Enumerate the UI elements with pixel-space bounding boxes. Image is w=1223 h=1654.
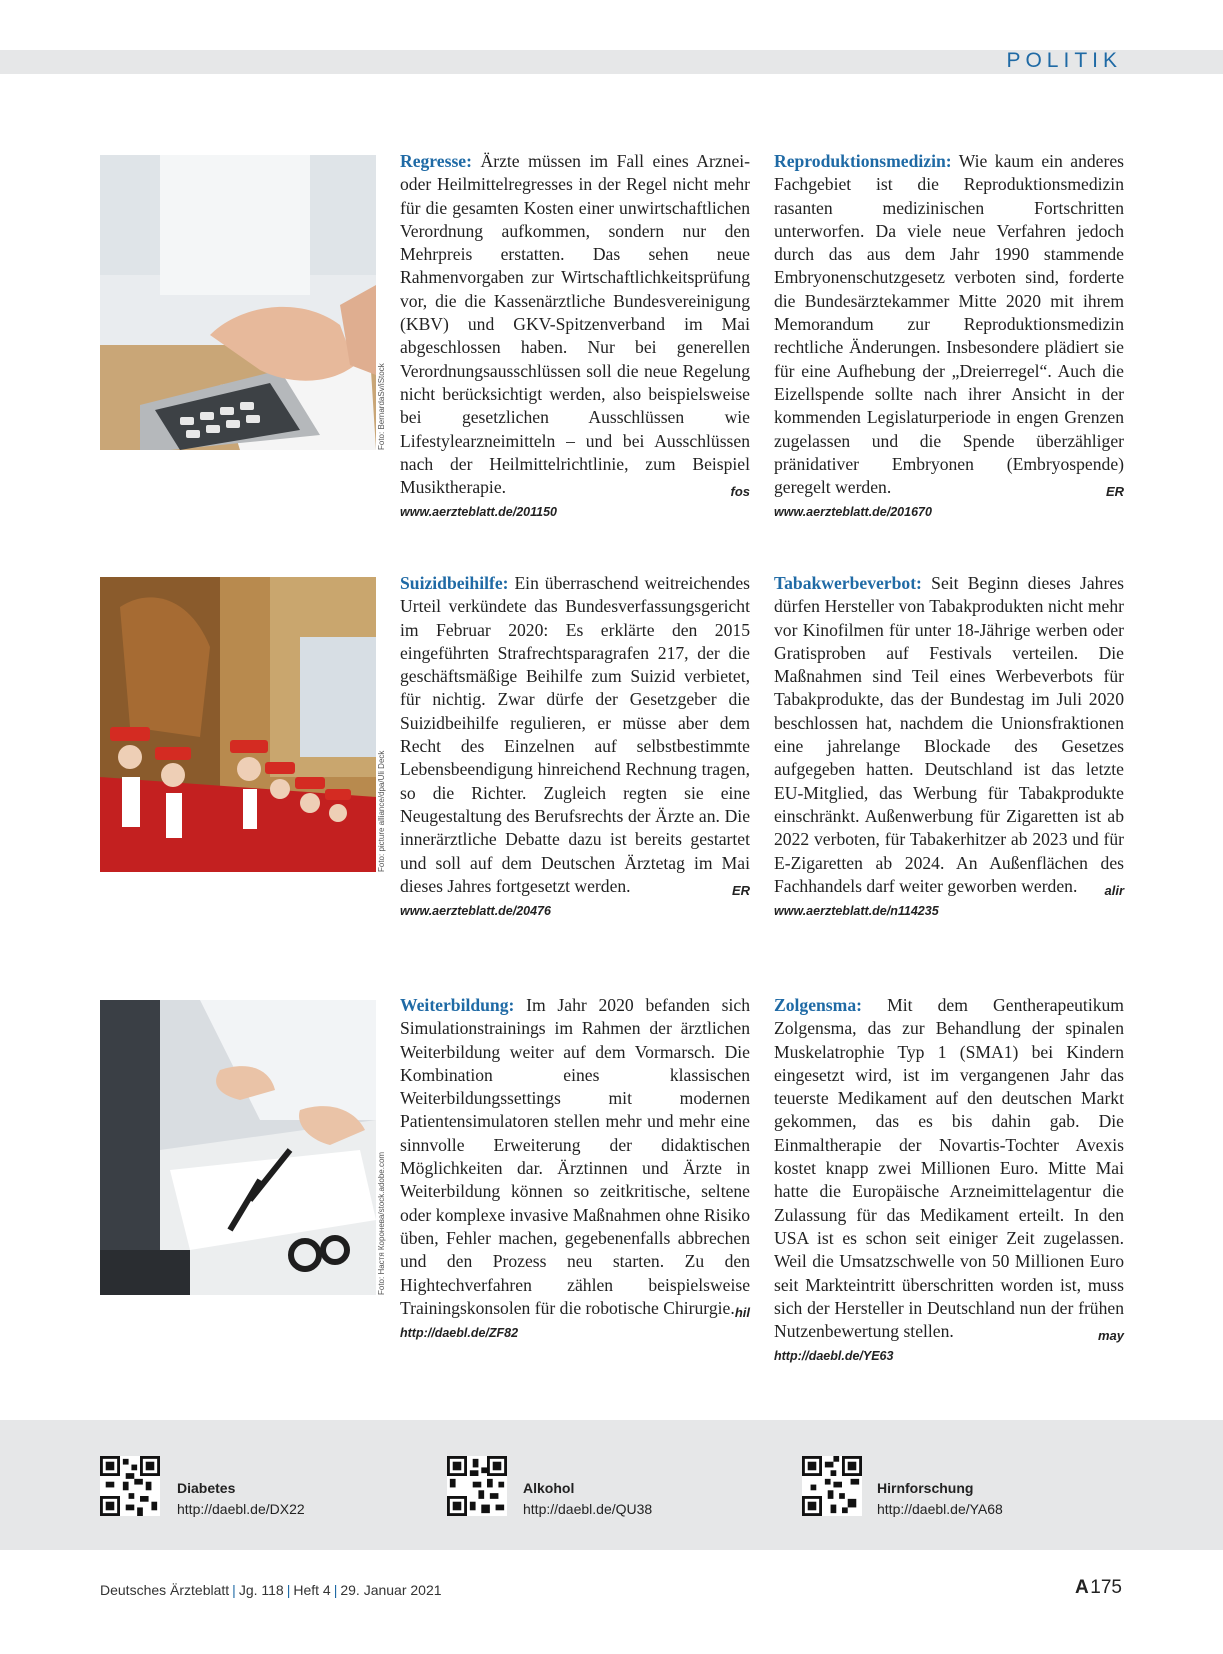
article-link[interactable]: www.aerzteblatt.de/n114235 <box>774 904 939 919</box>
qr-label-alkohol[interactable] <box>523 1478 652 1520</box>
qr-title: Alkohol <box>523 1480 575 1496</box>
article-suizidbeihilfe <box>400 572 750 920</box>
journal-volume: Jg. 118 <box>238 1582 284 1598</box>
article-body: Seit Beginn dieses Jahres dürfen Hersteller von Tabakprodukten nicht mehr vor Kinofilmen für unter 18-Jährige werben oder Gratisproben auf Festivals verteilen. Die Maßnahmen sind Teil eines Werbeverbots für Tabakprodukte, das der Bundestag im Juli 2020 beschlossen hat, nachdem die Unionsfraktionen eine jahrelange Blockade des Gesetzes aufgegeben hatten. Deutschland ist das letzte EU-Mitglied, das Werbung für Tabakprodukte einschränkt. Außenwerbung für Zigaretten ist ab 2022 verboten, für Tabakerhitzer ab 2023 und für E-Zigaretten ab 2024. An Außenflächen des Fachhandels darf weiter geworben werden. <box>774 573 1124 896</box>
article-heading: Weiterbildung: <box>400 995 515 1015</box>
article-weiterbildung <box>400 994 750 1342</box>
photo-credit: Foto: Настя Коронева/stock.adobe.com <box>377 1151 386 1295</box>
photo-simulator <box>100 1000 376 1295</box>
qr-label-hirnforschung[interactable] <box>877 1478 1003 1520</box>
page-footer: Deutsches Ärzteblatt | Jg. 118 | Heft 4 | 29. Januar 2021 <box>100 1582 442 1598</box>
article-heading: Reproduktionsmedizin: <box>774 151 952 171</box>
article-body: Im Jahr 2020 befanden sich Simulationstrainings im Rahmen der ärztlichen Weiterbildung weiter auf dem Vormarsch. Die Kombination eines klassischen Weiterbildungssettings mit modernen Patientensimulatoren stellen mehr und mehr eine sinnvolle Erweiterung der didaktischen Möglichkeiten dar. Ärztinnen und Ärzte in Weiterbildung können so zeitkritische, seltene oder komplexe invasive Maßnahmen ohne Risiko üben, Fehler machen, gegebenenfalls abbrechen und den Prozess neu starten. Zu den Hightechverfahren zählen beispielsweise Trainingskonsolen für die robotische Chirurgie. <box>400 995 751 1318</box>
article-author: ER <box>731 882 750 898</box>
article-author: ER <box>1105 484 1124 500</box>
page-prefix: A <box>1074 1577 1089 1598</box>
article-body: Mit dem Gentherapeutikum Zolgensma, das zur Behandlung der spinalen Muskelatrophie Typ 1 (SMA1) bei Kindern eingesetzt wird, ist im vergangenen Jahr das teuerste Medikament auf den deutschen Markt gekommen, das es bis dahin gab. Die Einmaltherapie der Novartis-Tochter Avexis kostet knapp zwei Millionen Euro. Mitte Mai hatte die Europäische Arzneimittelagentur die Zulassung für das Medikament erteilt. In den USA ist es schon seit einiger Zeit zugelassen. Weil die Umsatzschwelle von 50 Millionen Euro seit Markteintritt überschritten worden ist, muss sich der Hersteller in Deutschland nun der frühen Nutzenbewertung stellen. <box>774 995 1124 1342</box>
article-body: Ärzte müssen im Fall eines Arznei- oder Heilmittelregresses in der Regel nicht mehr für die gesamten Kosten einer unwirtschaftlichen Verordnung aufkommen, sondern nur den Mehrpreis erstatten. Das sehen neue Rahmenvorgaben zur Wirtschaftlichkeitsprüfung vor, die die Kassenärztliche Bundesvereinigung (KBV) und GKV-Spitzenverband im Mai abgeschlossen haben. Nur bei generellen Verordnungsausschlüssen soll die neue Regelung nicht berücksichtigt werden, also beispielsweise bei gesetzlichen Ausschlüssen wie Lifestylearzneimitteln – und bei Ausschlüssen nach der Heilmittelrichtlinie, zum Beispiel Musiktherapie. <box>400 151 750 498</box>
qr-url[interactable]: http://daebl.de/QU38 <box>523 1501 653 1517</box>
article-heading: Tabakwerbeverbot: <box>774 573 922 593</box>
article-author: fos <box>730 484 750 500</box>
article-body: Wie kaum ein anderes Fachgebiet ist die Reproduktionsmedizin rasanten medizinischen Fortschritten unterworfen. Da viele neue Verfahren jedoch durch das aus dem Jahr 1990 stammende Embryonenschutzgesetz verboten sind, forderte die Bundesärztekammer Mitte 2020 mit ihrem Memorandum zur Reproduktionsmedizin rechtliche Änderungen. Insbesondere plädiert sie für eine Aufhebung der „Dreierregel“. Auch die Eizellspende sollte nach ihrer Ansicht in der kommenden Legislaturperiode in engen Grenzen zugelassen und die Spende überzähliger pränidativer Embryonen (Embryospende) geregelt werden. <box>774 151 1124 498</box>
qr-code-icon[interactable] <box>447 1456 507 1516</box>
article-zolgensma <box>774 994 1124 1365</box>
article-regresse <box>400 150 750 521</box>
article-link[interactable]: www.aerzteblatt.de/20476 <box>400 904 551 919</box>
article-author: alir <box>1104 882 1124 898</box>
photo-calculator <box>100 155 376 450</box>
page-number-value: 175 <box>1090 1577 1122 1598</box>
article-tabakwerbeverbot <box>774 572 1124 920</box>
article-author: hil <box>734 1304 750 1320</box>
page-number <box>1075 1577 1122 1599</box>
qr-url[interactable]: http://daebl.de/YA68 <box>877 1501 1003 1517</box>
article-heading: Regresse: <box>400 151 472 171</box>
article-link[interactable]: www.aerzteblatt.de/201150 <box>400 505 558 520</box>
photo-credit: Foto: BernardaSv/iStock <box>377 363 386 450</box>
article-author: may <box>1097 1328 1124 1344</box>
article-heading: Suizidbeihilfe: <box>400 573 509 593</box>
article-link[interactable]: http://daebl.de/YE63 <box>774 1349 894 1364</box>
photo-judges <box>100 577 376 872</box>
journal-issue: Heft 4 <box>293 1582 331 1598</box>
article-link[interactable]: http://daebl.de/ZF82 <box>400 1326 519 1341</box>
article-heading: Zolgensma: <box>774 995 862 1015</box>
section-title: POLITIK <box>1006 49 1122 72</box>
qr-label-diabetes[interactable] <box>177 1478 305 1520</box>
article-link[interactable]: www.aerzteblatt.de/201670 <box>774 505 932 520</box>
qr-code-icon[interactable] <box>802 1456 862 1516</box>
qr-code-icon[interactable] <box>100 1456 160 1516</box>
article-reproduktionsmedizin <box>774 150 1124 521</box>
journal-name: Deutsches Ärzteblatt <box>100 1582 230 1598</box>
qr-title: Hirnforschung <box>877 1480 974 1496</box>
article-body: Ein überraschend weitreichendes Urteil verkündete das Bundesverfassungsgericht im Februar 2020: Es erklärte den 2015 eingeführten Strafrechtsparagrafen 217, der die geschäftsmäßige Beihilfe zum Suizid verbietet, für nichtig. Zwar dürfe der Gesetzgeber die Suizidbeihilfe regulieren, er müsse aber dem Recht des Einzelnen auf selbstbestimmte Lebensbeendigung hinreichend Rechnung tragen, so die Richter. Zugleich regten sie eine Neugestaltung des Berufsrechts der Ärzte an. Die innerärztliche Debatte dazu ist bereits gestartet und soll auf dem Deutschen Ärztetag im Mai dieses Jahres fortgesetzt werden. <box>400 573 750 896</box>
qr-title: Diabetes <box>177 1480 236 1496</box>
photo-credit: Foto: picture alliance/dpa/Uli Deck <box>377 750 386 872</box>
qr-url[interactable]: http://daebl.de/DX22 <box>177 1501 305 1517</box>
journal-date: 29. Januar 2021 <box>340 1582 442 1598</box>
